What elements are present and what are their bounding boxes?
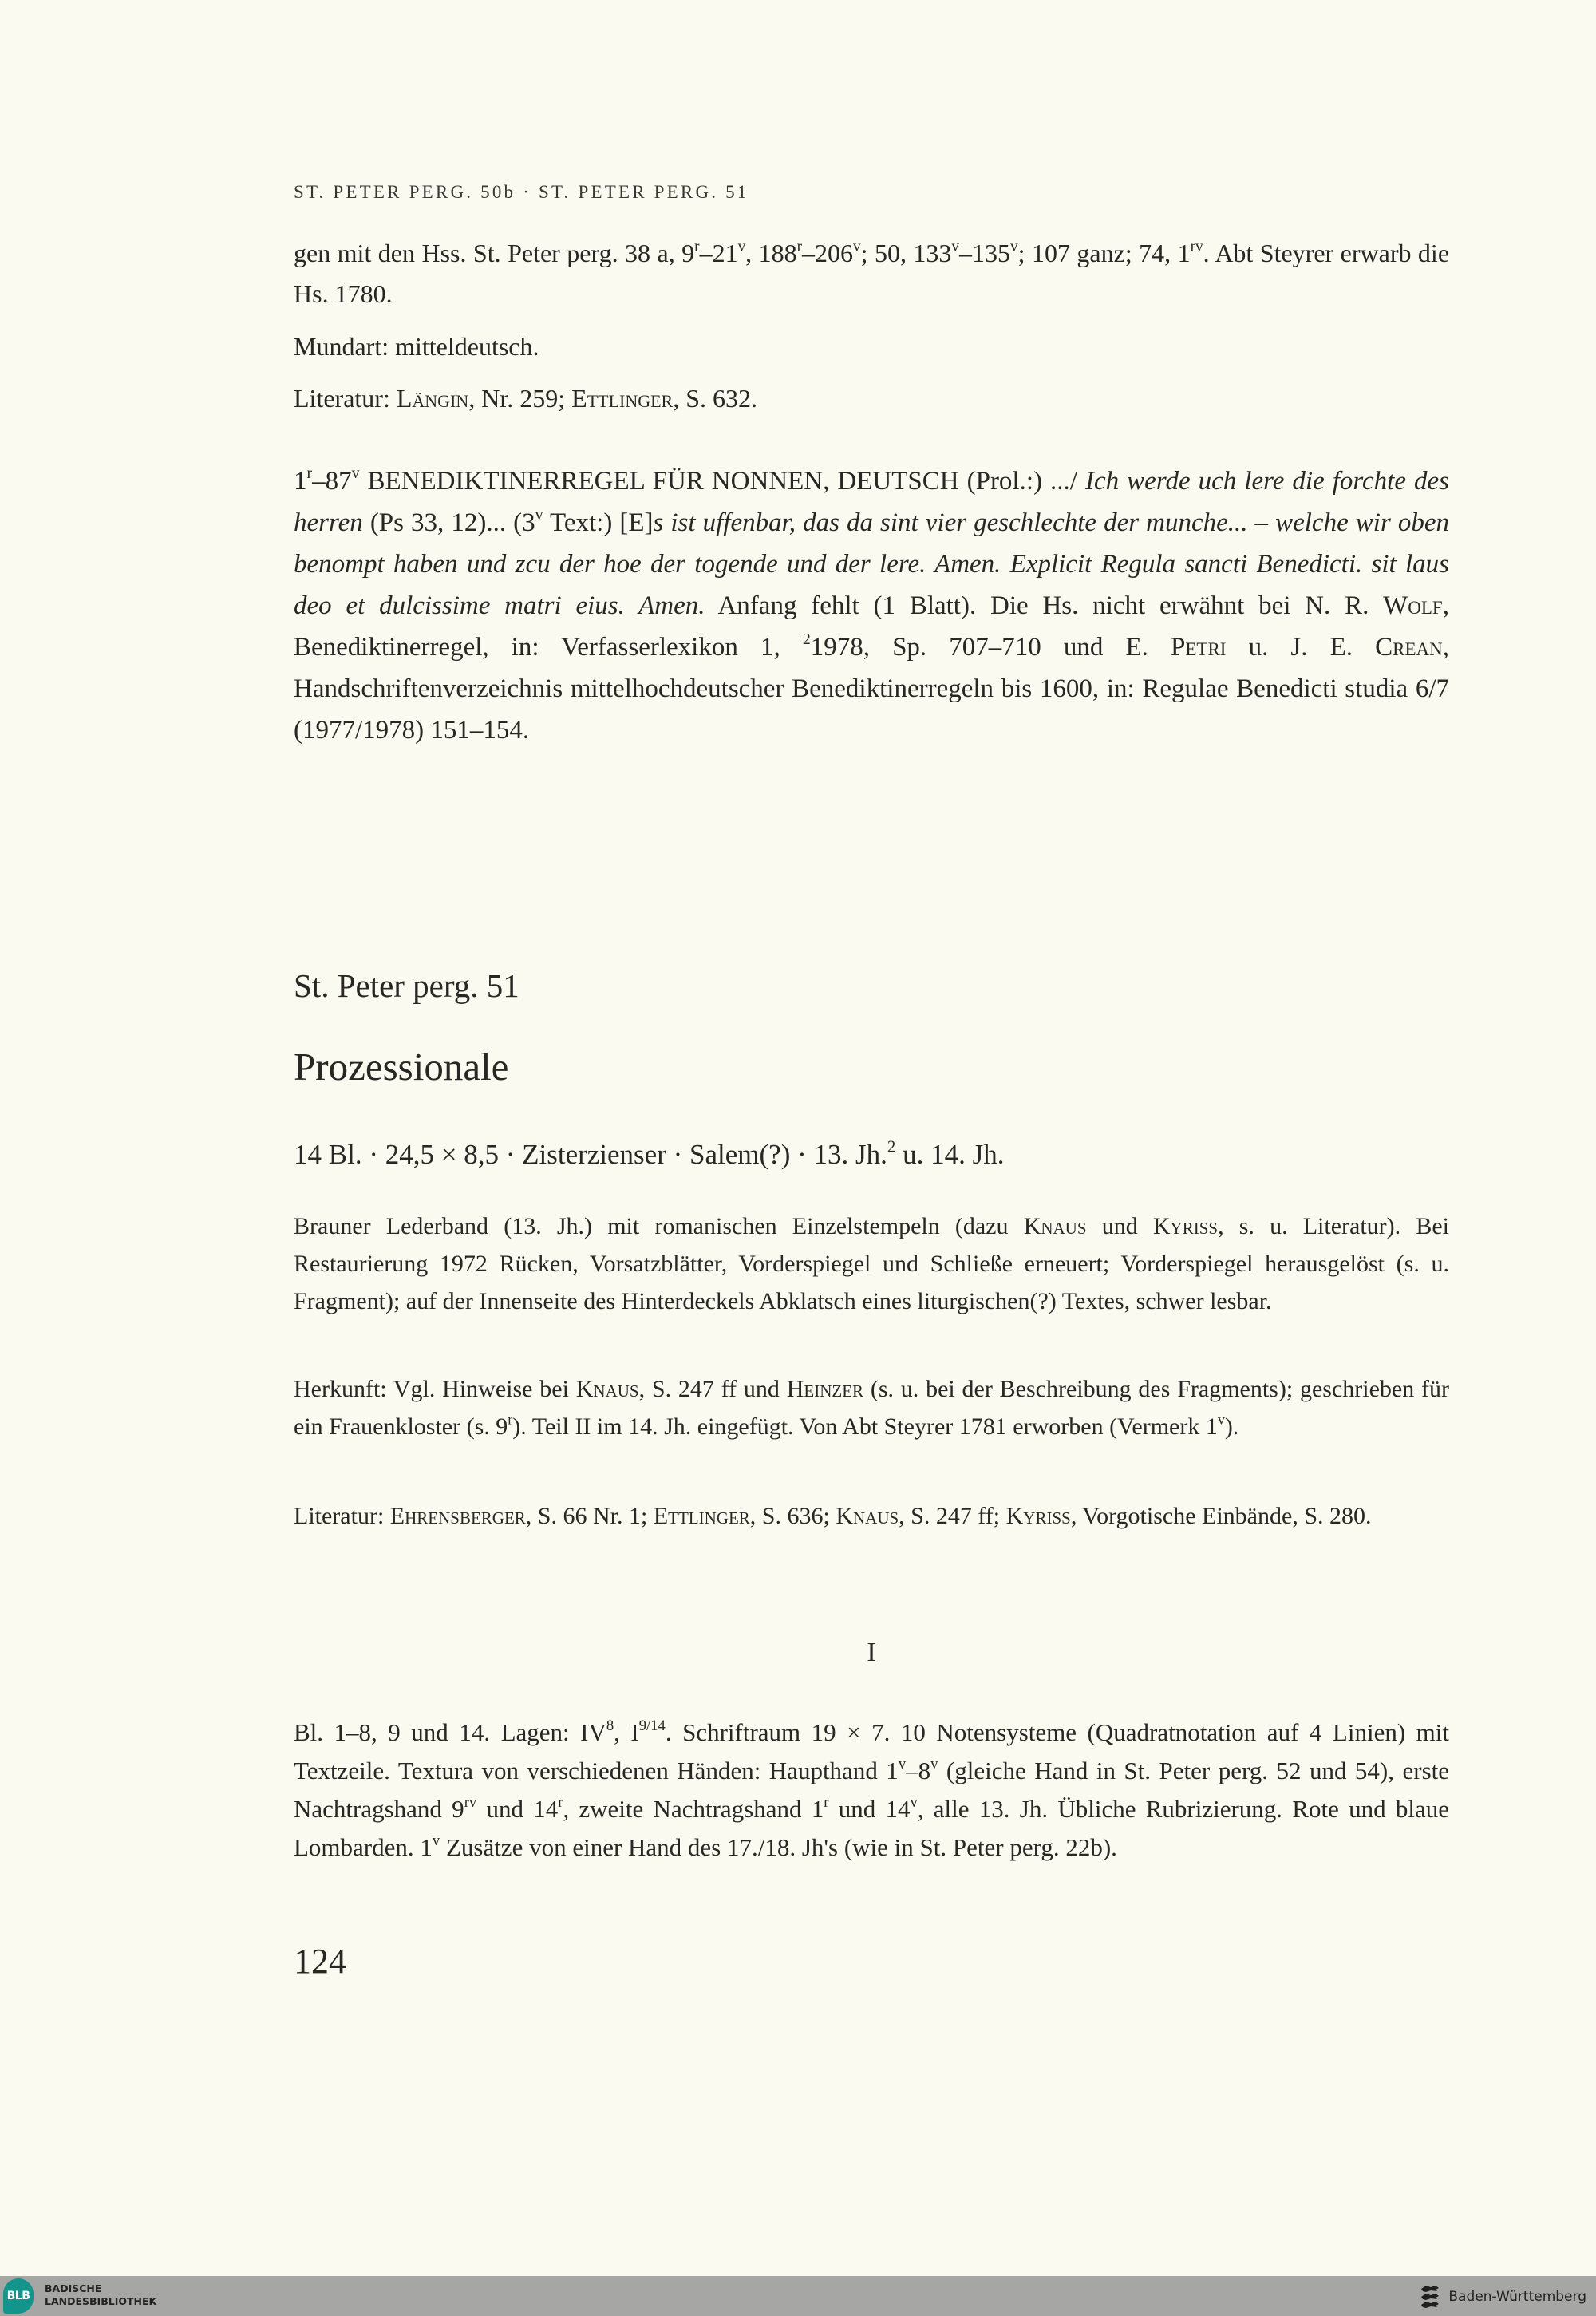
- paragraph-literatur: Literatur: Ehrensberger, S. 66 Nr. 1; Ettlinger, S. 636; Knaus, S. 247 ff; Kyriss, Vorgotische Einbände, S. 280.: [294, 1503, 1372, 1529]
- part-description-block: [294, 1713, 1449, 1867]
- library-name-line2: LANDESBIBLIOTHEK: [45, 2295, 157, 2307]
- running-head: ST. PETER PERG. 50b · ST. PETER PERG. 51: [294, 182, 749, 202]
- prev-literatur: [294, 378, 1449, 419]
- state-name: Baden-Württemberg: [1448, 2289, 1586, 2305]
- part-number-block: [294, 1638, 1449, 1668]
- prev-entry-continuation: [294, 233, 1449, 314]
- prev-content: [294, 460, 1449, 751]
- entry-title: Prozessionale: [294, 1045, 509, 1089]
- paragraph-part-description: Bl. 1–8, 9 und 14. Lagen: $IV^8$, $I^{9/14}$. Schriftraum 19 × 7. 10 Notensysteme (Quadratnotation auf 4 Linien) mit Textzeile. Textura von verschiedenen Händen: Haupthand 1$^v$–8$^v$ (gleiche Hand in St. Peter perg. 52 und 54), erste Nachtragshand $9^{rv}$ und 14$^r$, zweite Nachtragshand 1$^r$ und 14$^v$, alle 13. Jh. Übliche Rubrizierung. Rote und blaue Lombarden. 1$^v$ Zusätze von einer Hand des 17./18. Jh's (wie in St. Peter perg. 22b).: [294, 1717, 1449, 1861]
- page-number: 124: [294, 1942, 346, 1981]
- paragraph-mundart: Mundart: mitteldeutsch.: [294, 332, 539, 361]
- literatur-block: [294, 1497, 1449, 1535]
- paragraph-content-description: 1$^r$–87$^v$ BENEDIKTINERREGEL FÜR NONNEN, DEUTSCH (Prol.:) .../ Ich werde uch lere die forchte des herren (Ps 33, 12)... (3$^v$ Text:) [E]s ist uffenbar, das da sint vier geschlechte der munche... – welche wir oben benompt haben und zcu der hoe der togende und der lere. Amen. Explicit Regula sancti Benedicti. sit laus deo et dulcissime matri eius. Amen. Anfang fehlt (1 Blatt). Die Hs. nicht erwähnt bei N. R. Wolf, Benediktinerregel, in: Verfasserlexikon 1, $^2$1978, Sp. 707–710 und E. Petri u. J. E. Crean, Handschriftenverzeichnis mittelhochdeutscher Benediktinerregeln bis 1600, in: Regulae Benedicti studia 6/7 (1977/1978) 151–154.: [294, 464, 1450, 745]
- entry-signature: [294, 966, 1449, 1006]
- part-number: I: [867, 1638, 876, 1667]
- library-name[interactable]: [45, 2282, 156, 2308]
- state-logo[interactable]: [1420, 2284, 1586, 2310]
- library-name-line1: BADISCHE: [45, 2282, 102, 2294]
- paragraph-provenance-continued: gen mit den Hss. St. Peter perg. 38 a, 9$^r$–21$^v$, 188$^r$–206$^v$; 50, 133$^v$–135$^v$; 107 ganz; 74, $1^{rv}$. Abt Steyrer erwarb die Hs. 1780.: [294, 238, 1450, 308]
- blb-logo-icon[interactable]: BLB: [3, 2278, 34, 2314]
- entry-meta: 14 Bl. · 24,5 × 8,5 · Zisterzienser · Salem(?) · 13. Jh.$^2$ u. 14. Jh.: [294, 1136, 1005, 1170]
- paragraph-herkunft: Herkunft: Vgl. Hinweise bei Knaus, S. 247 ff und Heinzer (s. u. bei der Beschreibung des Fragments); geschrieben für ein Frauenkloster (s. 9$^r$). Teil II im 14. Jh. eingefügt. Von Abt Steyrer 1781 erworben (Vermerk 1$^v$).: [294, 1376, 1450, 1440]
- entry-meta-block: [294, 1136, 1449, 1173]
- paragraph-prev-literatur: Literatur: Längin, Nr. 259; Ettlinger, S. 632.: [294, 384, 758, 413]
- binding-block: [294, 1207, 1449, 1320]
- coat-of-arms-lions-icon: [1420, 2284, 1440, 2310]
- footer-bar: [0, 2276, 1596, 2316]
- herkunft-block: [294, 1370, 1449, 1445]
- mundart-line: [294, 326, 1449, 367]
- paragraph-binding: Brauner Lederband (13. Jh.) mit romanischen Einzelstempeln (dazu Knaus und Kyriss, s. u. Literatur). Bei Restaurierung 1972 Rücken, Vorsatzblätter, Vorderspiegel und Schließe erneuert; Vorderspiegel herausgelöst (s. u. Fragment); auf der Innenseite des Hinterdeckels Abklatsch eines liturgischen(?) Textes, schwer lesbar.: [294, 1213, 1449, 1314]
- entry-title-block: [294, 1044, 1449, 1090]
- shelfmark-heading: St. Peter perg. 51: [294, 967, 519, 1004]
